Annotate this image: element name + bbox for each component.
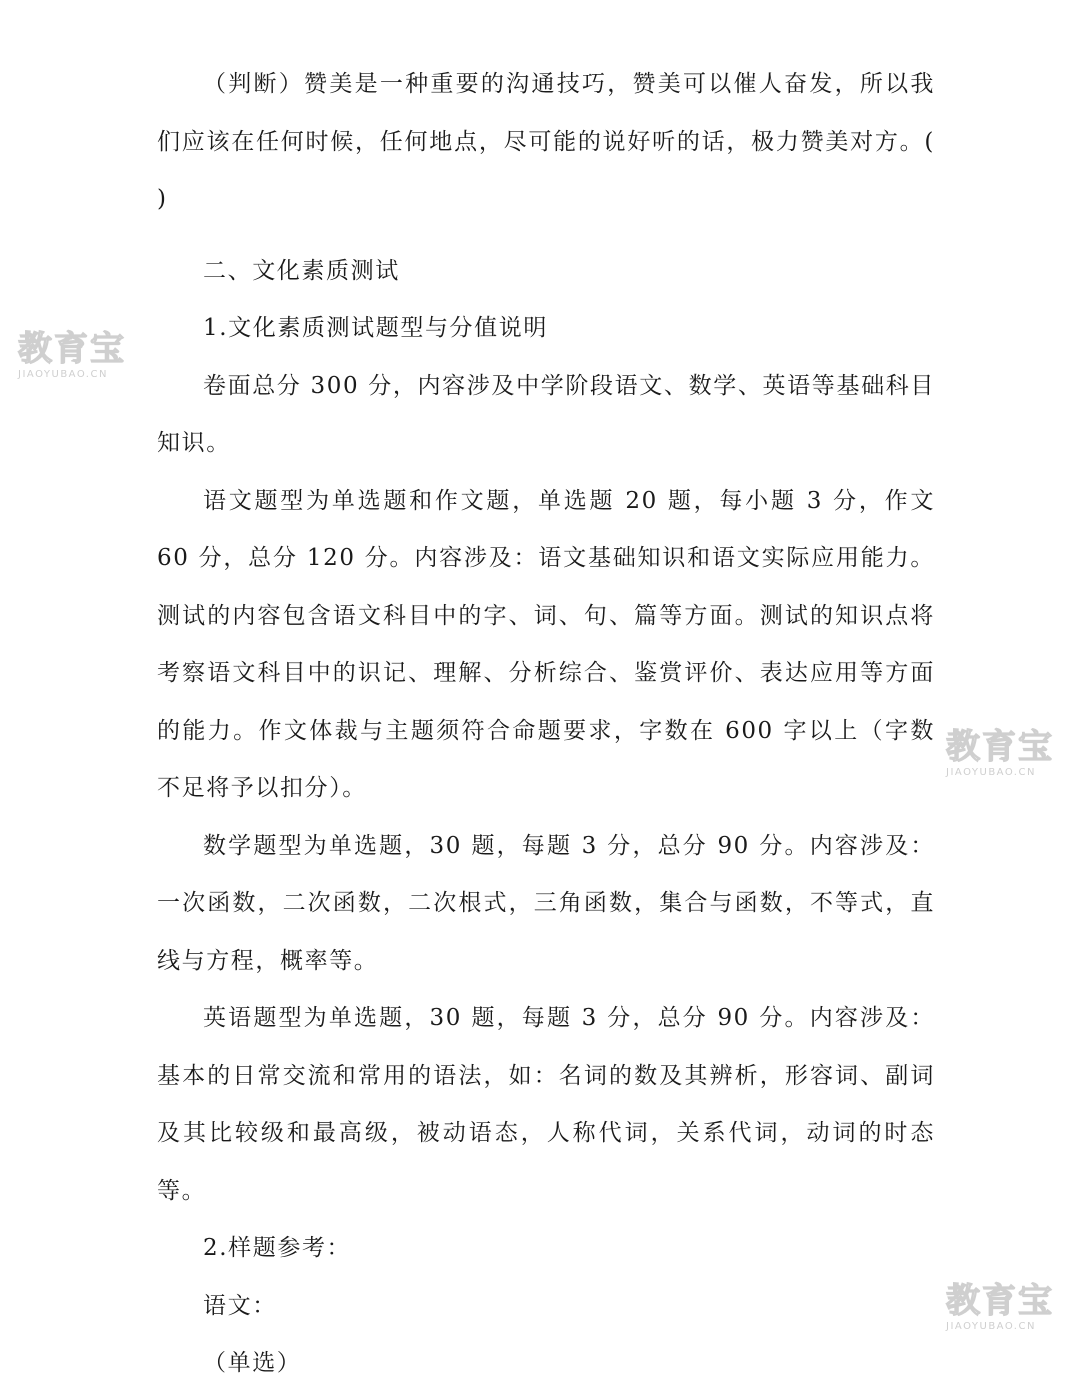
- watermark-text: 教育宝: [946, 1281, 1054, 1321]
- section-heading: 二、文化素质测试: [203, 257, 400, 284]
- sample-heading: 2.样题参考：: [203, 1235, 352, 1261]
- document-body: [157, 56, 935, 1393]
- watermark-text: 教育宝: [18, 329, 126, 369]
- watermark-logo: [946, 1282, 1076, 1342]
- subsection-heading: 1.文化素质测试题型与分值说明: [203, 315, 548, 341]
- total-score-paragraph: 卷面总分 300 分，内容涉及中学阶段语文、数学、英语等基础科目知识。: [157, 372, 935, 456]
- watermark-url: JIAOYUBAO.CN: [18, 369, 108, 380]
- watermark-logo: [0, 330, 135, 390]
- watermark-logo: [946, 728, 1076, 788]
- math-paragraph: 数学题型为单选题，30 题，每题 3 分，总分 90 分。内容涉及：一次函数，二次函数，二次根式，三角函数，集合与函数，不等式，直线与方程，概率等。: [157, 832, 935, 974]
- chinese-label: 语文：: [203, 1292, 277, 1319]
- watermark-text: 教育宝: [946, 727, 1054, 767]
- watermark-url: JIAOYUBAO.CN: [946, 767, 1036, 778]
- watermark-url: JIAOYUBAO.CN: [946, 1321, 1036, 1332]
- english-paragraph: 英语题型为单选题，30 题，每题 3 分，总分 90 分。内容涉及：基本的日常交流和常用的语法，如：名词的数及其辨析，形容词、副词及其比较级和最高级，被动语态，人称代词，关系代词，动词的时态等。: [157, 1005, 935, 1204]
- chinese-paragraph: 语文题型为单选题和作文题，单选题 20 题，每小题 3 分，作文 60 分，总分 120 分。内容涉及：语文基础知识和语文实际应用能力。测试的内容包含语文科目中的字、词、句、篇等方面。测试的知识点将考察语文科目中的识记、理解、分析综合、鉴赏评价、表达应用等方面的能力。作文体裁与主题须符合命题要求，字数在 600 字以上（字数不足将予以扣分）。: [157, 487, 935, 801]
- single-choice-label: （单选）: [203, 1350, 302, 1376]
- judgment-question: （判断）赞美是一种重要的沟通技巧，赞美可以催人奋发，所以我们应该在任何时候，任何地点，尽可能的说好听的话，极力赞美对方。( ): [157, 71, 935, 212]
